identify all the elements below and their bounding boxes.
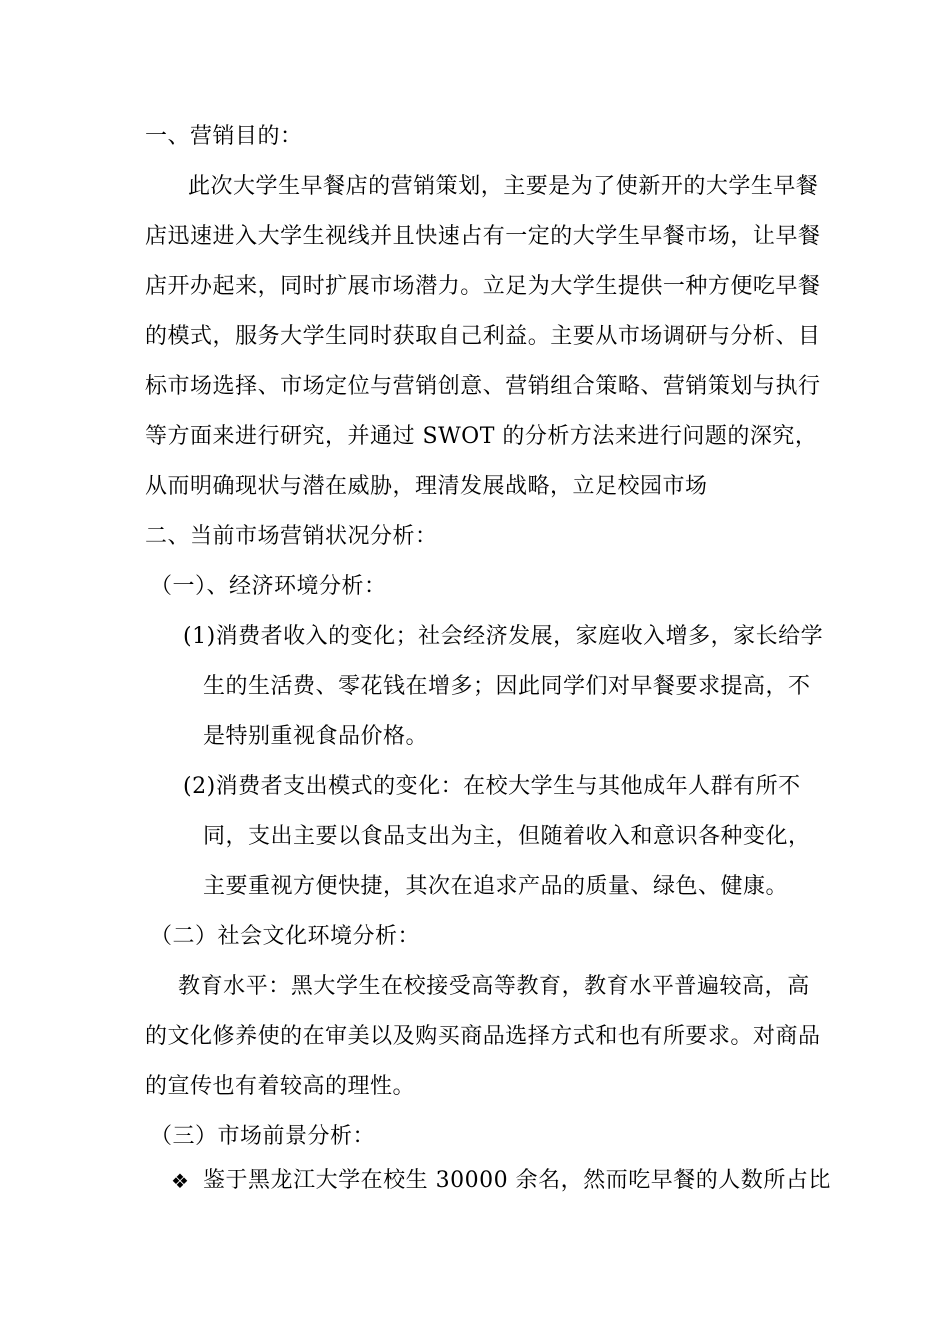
purpose-line-5: 标 市 场 选 择 、 市 场 定 位 与 营 销 创 意 、 营 销 组 合 策 略 、 营 销 策 划 与 执 行 xyxy=(145,374,821,399)
subheading-culture: （二）社会文化环境分析： xyxy=(150,924,421,949)
purpose-line-2: 店 迅 速 进 入 大 学 生 视 线 并 且 快 速 占 有 一 定 的 大 学 生 早 餐 市 场 ， 让 早 餐 xyxy=(145,224,821,249)
purpose-line-4: 的 模 式 ， 服 务 大 学 生 同 时 获 取 自 己 利 益 。 主 要 从 市 场 调 研 与 分 析 、 目 xyxy=(145,324,821,349)
purpose-line-6: 等方面来进行研究，并通过 SWOT 的分析方法来进行问题的深究， xyxy=(145,424,818,449)
purpose-line-7: 从而明确现状与潜在威胁，理清发展战略，立足校园市场 xyxy=(145,474,708,499)
item2-line-2: 同，支出主要以食品支出为主，但随着收入和意识各种变化， xyxy=(203,824,811,849)
bullet-line: 鉴 于 黑 龙 江 大 学 在 校 生 30000 余 名 ， 然 而 吃 早 餐 的 人 数 所 占 比 xyxy=(203,1168,831,1193)
subheading-market-prospect: （三）市场前景分析： xyxy=(150,1124,376,1149)
item1-line-2: 生的生活费、零花钱在增多；因此同学们对早餐要求提高，不 xyxy=(203,674,811,699)
diamond-bullet-icon: ❖ xyxy=(171,1169,189,1193)
subheading-economic: （一）、经济环境分析： xyxy=(150,574,387,599)
item2-line-1: (2)消费者支出模式的变化：在校大学生与其他成年人群有所不 xyxy=(183,774,801,799)
purpose-line-3: 店 开 办 起 来 ， 同 时 扩 展 市 场 潜 力 。 立 足 为 大 学 生 提 供 一 种 方 便 吃 早 餐 xyxy=(145,274,821,299)
culture-line-1: 教 育 水 平 ： 黑 大 学 生 在 校 接 受 高 等 教 育 ， 教 育 水 平 普 遍 较 高 ， 高 xyxy=(178,974,810,999)
item2-line-3: 主要重视方便快捷，其次在追求产品的质量、绿色、健康。 xyxy=(203,874,789,899)
item1-line-3: 是特别重视食品价格。 xyxy=(203,724,429,749)
heading-marketing-purpose: 一、营销目的： xyxy=(145,124,303,149)
purpose-line-1: 此 次 大 学 生 早 餐 店 的 营 销 策 划 ， 主 要 是 为 了 使 新 开 的 大 学 生 早 餐 xyxy=(188,174,819,199)
culture-line-3: 的宣传也有着较高的理性。 xyxy=(145,1074,416,1099)
item1-line-1: (1)消费者收入的变化；社会经济发展，家庭收入增多，家长给学 xyxy=(183,624,824,649)
culture-line-2: 的 文 化 修 养 使 的 在 审 美 以 及 购 买 商 品 选 择 方 式 和 也 有 所 要 求 。 对 商 品 xyxy=(145,1024,821,1049)
heading-market-analysis: 二、当前市场营销状况分析： xyxy=(145,524,438,549)
